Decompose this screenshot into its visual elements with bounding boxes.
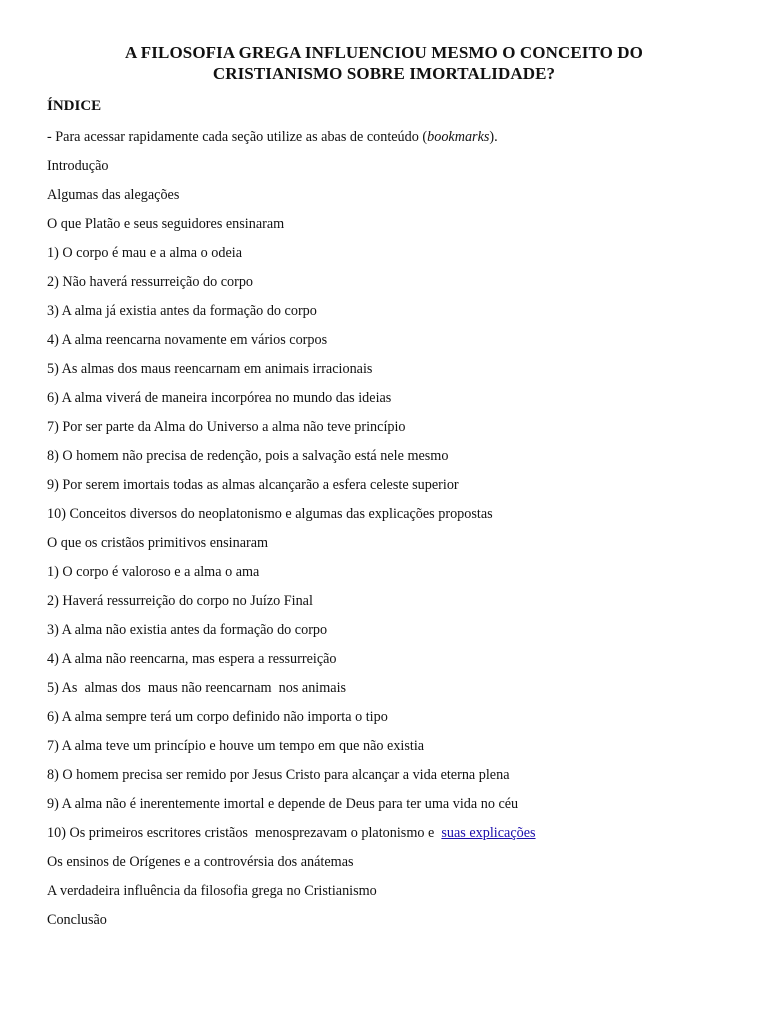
title-line-2: CRISTIANISMO SOBRE IMORTALIDADE? [212, 64, 556, 83]
title-line-1: A FILOSOFIA GREGA INFLUENCIOU MESMO O CONCEITO DO [125, 43, 643, 62]
bookmark-note [47, 128, 498, 146]
toc-entry[interactable]: Introdução [47, 158, 109, 174]
toc-entry[interactable]: 8) O homem não precisa de redenção, pois a salvação está nele mesmo [47, 448, 449, 464]
document-title [60, 42, 708, 84]
toc-entry[interactable]: 5) As almas dos maus reencarnam em animais irracionais [47, 361, 373, 377]
toc-entry[interactable]: Algumas das alegações [47, 187, 180, 203]
toc-entry[interactable]: 4) A alma não reencarna, mas espera a ressurreição [47, 651, 337, 667]
toc-entry[interactable]: 6) A alma viverá de maneira incorpórea no mundo das ideias [47, 390, 392, 406]
toc-entry[interactable]: 1) O corpo é valoroso e a alma o ama [47, 564, 260, 580]
toc-entry[interactable]: Os ensinos de Orígenes e a controvérsia dos anátemas [47, 854, 354, 870]
toc-entry[interactable]: O que Platão e seus seguidores ensinaram [47, 216, 285, 232]
bookmark-note-emphasis: bookmarks [427, 129, 490, 145]
toc-entry[interactable]: 7) Por ser parte da Alma do Universo a alma não teve princípio [47, 419, 406, 435]
explanations-link[interactable]: suas explicações [441, 825, 536, 841]
toc-entry[interactable]: 10) Conceitos diversos do neoplatonismo e algumas das explicações propostas [47, 506, 493, 522]
toc-entry[interactable]: 2) Não haverá ressurreição do corpo [47, 274, 254, 290]
toc-entry[interactable]: 2) Haverá ressurreição do corpo no Juízo Final [47, 593, 313, 609]
toc-entry[interactable]: 1) O corpo é mau e a alma o odeia [47, 245, 242, 261]
toc-entry[interactable]: A verdadeira influência da filosofia grega no Cristianismo [47, 883, 377, 899]
toc-entry-text: 10) Os primeiros escritores cristãos menosprezavam o platonismo e [47, 825, 442, 841]
index-heading: ÍNDICE [47, 98, 102, 114]
toc-entry[interactable]: 5) As almas dos maus não reencarnam nos animais [47, 680, 347, 696]
toc-entry[interactable]: 3) A alma já existia antes da formação do corpo [47, 303, 317, 319]
bookmark-note-after: ). [489, 129, 498, 145]
toc-entry[interactable]: 9) A alma não é inerentemente imortal e depende de Deus para ter uma vida no céu [47, 796, 519, 812]
toc-entry-with-link [47, 824, 536, 842]
toc-entry[interactable]: 7) A alma teve um princípio e houve um tempo em que não existia [47, 738, 425, 754]
toc-entry[interactable]: 6) A alma sempre terá um corpo definido não importa o tipo [47, 709, 388, 725]
bookmark-note-before: - Para acessar rapidamente cada seção utilize as abas de conteúdo ( [47, 129, 428, 145]
toc-entry[interactable]: 9) Por serem imortais todas as almas alcançarão a esfera celeste superior [47, 477, 459, 493]
toc-entry[interactable]: 8) O homem precisa ser remido por Jesus Cristo para alcançar a vida eterna plena [47, 767, 510, 783]
toc-entry[interactable]: 4) A alma reencarna novamente em vários corpos [47, 332, 328, 348]
toc-entry[interactable]: 3) A alma não existia antes da formação do corpo [47, 622, 328, 638]
toc-entry[interactable]: Conclusão [47, 912, 107, 928]
toc-entry[interactable]: O que os cristãos primitivos ensinaram [47, 535, 269, 551]
